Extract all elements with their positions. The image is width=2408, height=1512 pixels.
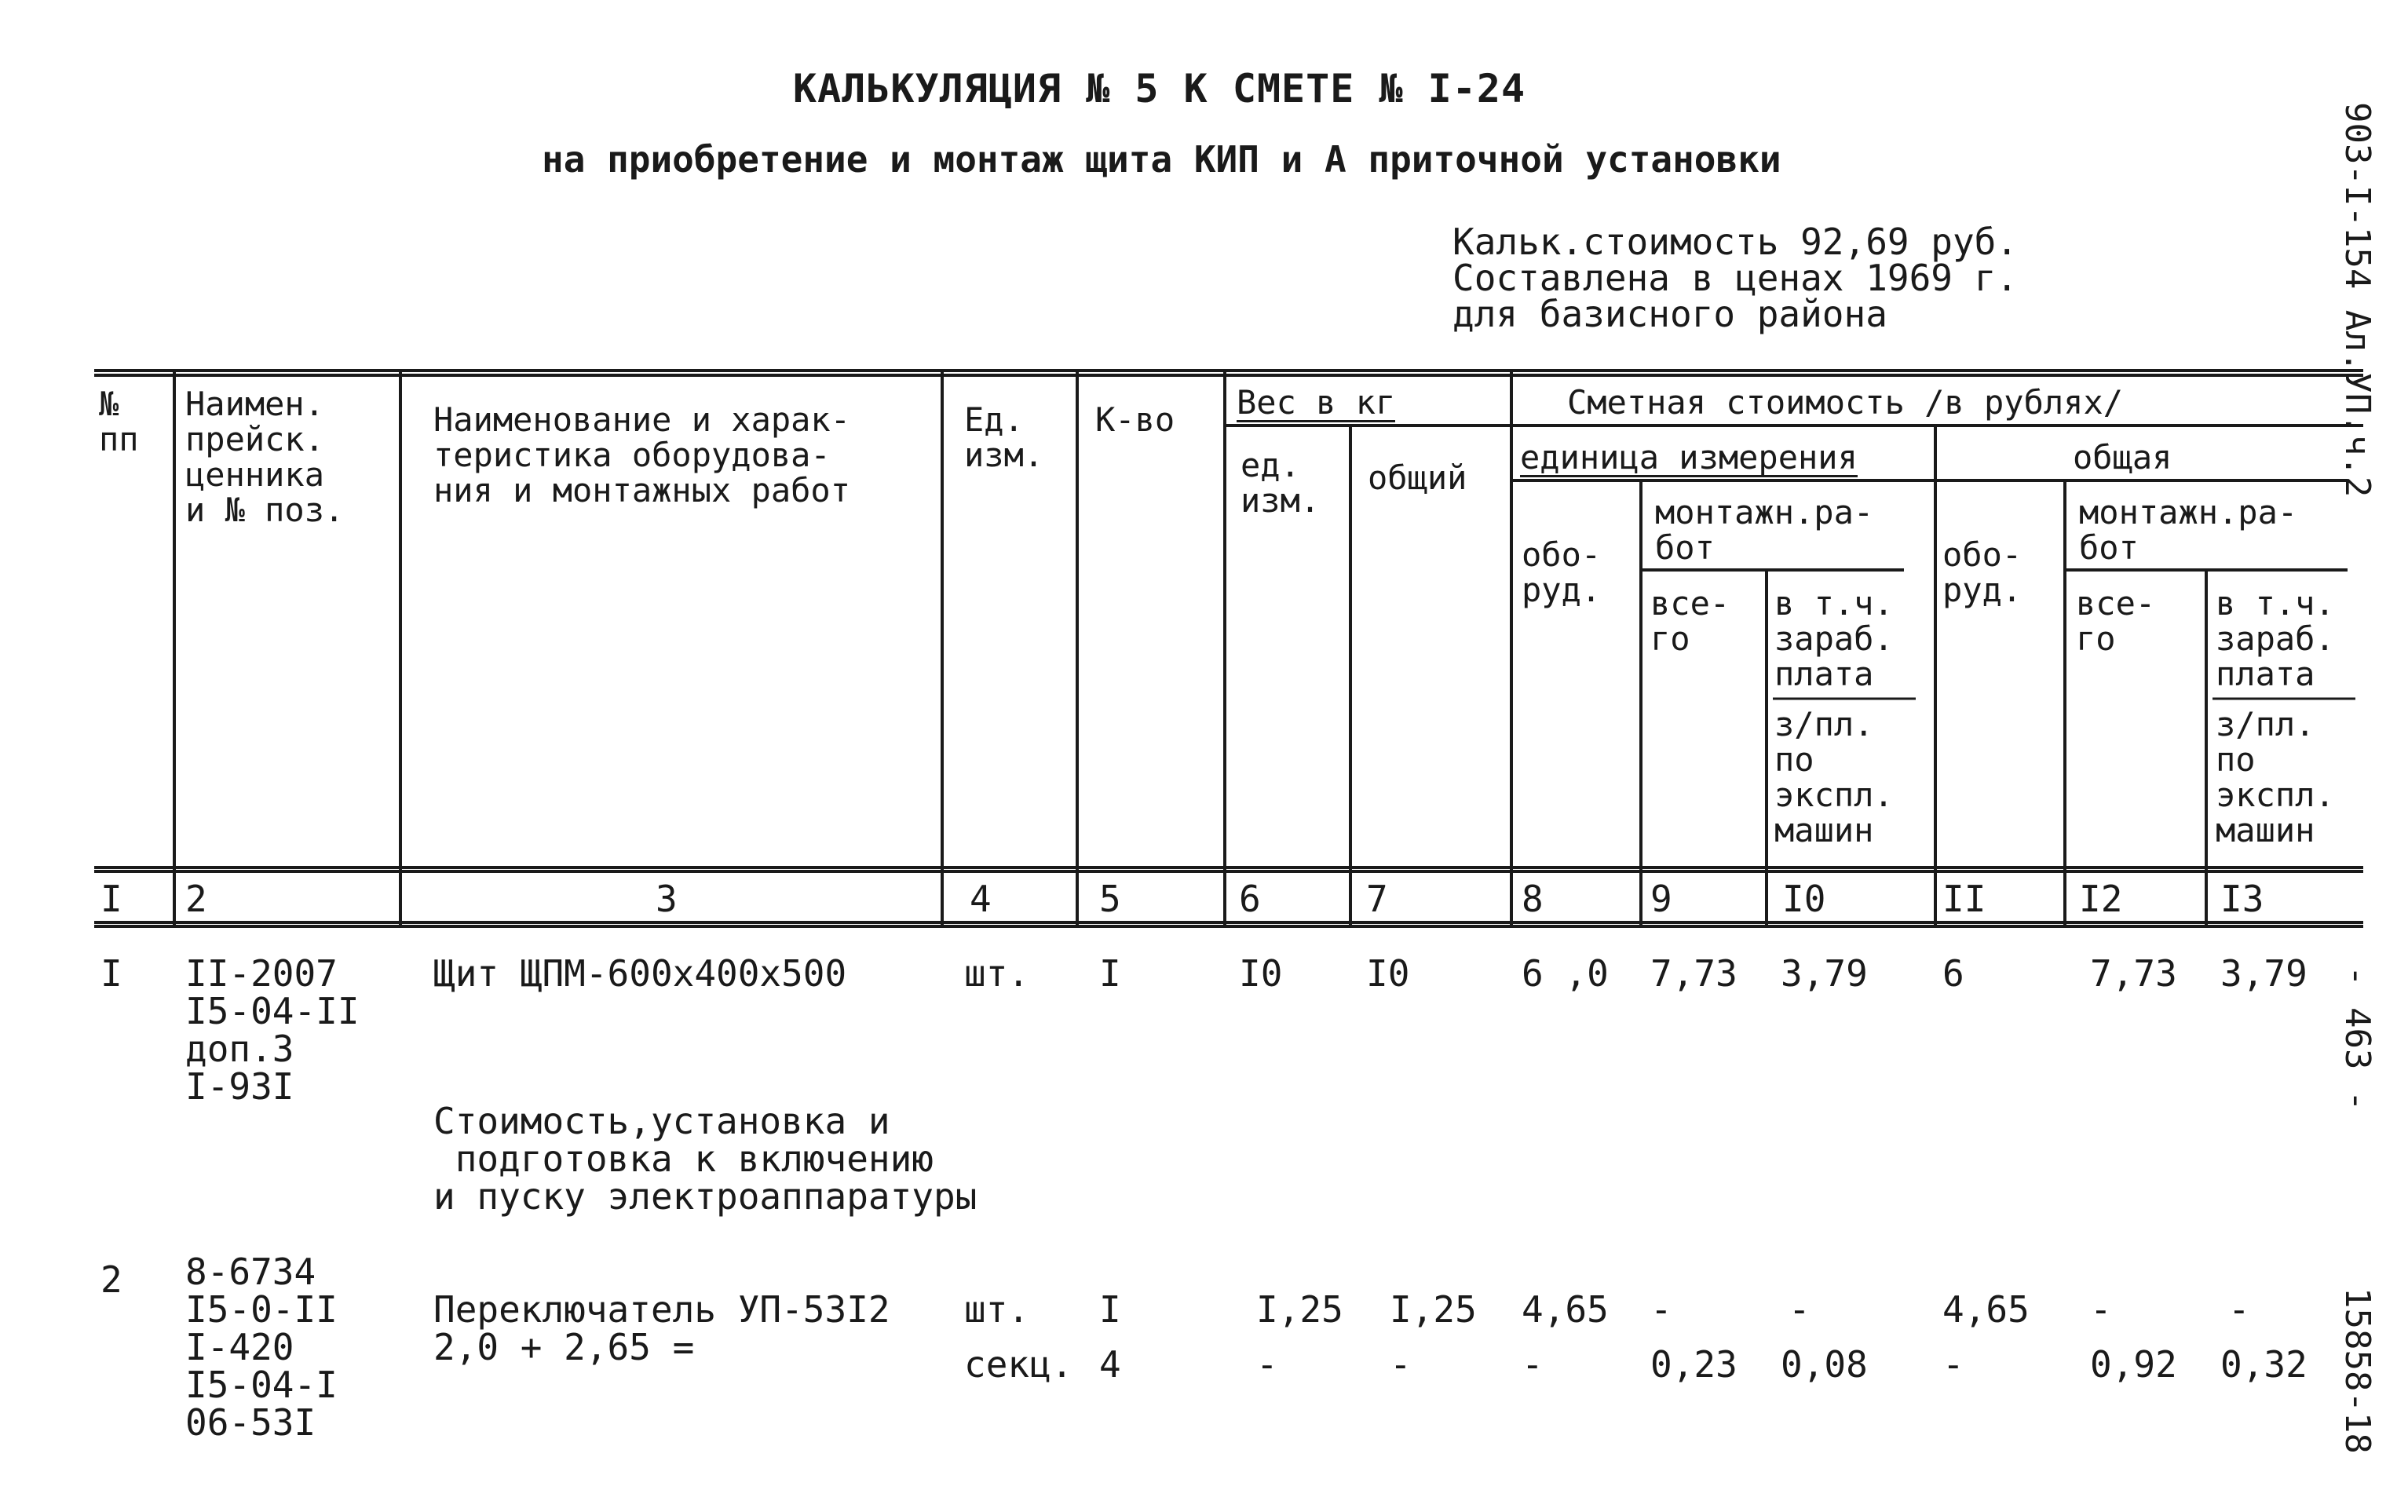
document-subtitle: на приобретение и монтаж щита КИП и А приточной установки bbox=[542, 138, 1781, 181]
header-equipment-unit: обо- руд. bbox=[1522, 535, 1602, 609]
weight-total: - bbox=[1390, 1343, 1412, 1386]
row-number: 2 bbox=[100, 1258, 122, 1301]
column-number: I bbox=[100, 878, 122, 920]
header-name: Наименование и харак- теристика оборудова- ния и монтажных работ bbox=[433, 400, 851, 509]
header-row-number: № пп bbox=[99, 385, 139, 458]
header-weight-total: общий bbox=[1368, 458, 1467, 497]
header-weight: Вес в кг bbox=[1237, 383, 1396, 422]
unit: шт. bbox=[964, 1288, 1030, 1331]
side-reference-top: 903-I-154 Ал.УП.ч.2 bbox=[2337, 102, 2377, 498]
wage-total-cost: 0,32 bbox=[2220, 1343, 2308, 1386]
wage-unit-cost: 0,08 bbox=[1781, 1343, 1868, 1386]
item-name: Переключатель УП-53I2 2,0 + 2,65 = bbox=[433, 1288, 890, 1368]
equipment-total-cost: - bbox=[1942, 1343, 1964, 1386]
equipment-unit-cost: - bbox=[1522, 1343, 1544, 1386]
equipment-unit-cost: 4,65 bbox=[1522, 1288, 1609, 1331]
header-equipment-total: обо- руд. bbox=[1942, 535, 2023, 609]
header-machine-wage-total: з/пл. по экспл. машин bbox=[2216, 705, 2335, 849]
meta-prices: Составлена в ценах 1969 г. bbox=[1452, 257, 2019, 299]
meta-region: для базисного района bbox=[1452, 293, 1887, 335]
header-price-code: Наимен. прейск. ценника и № поз. bbox=[185, 385, 345, 529]
header-unit-group: единица измерения bbox=[1520, 438, 1858, 477]
item-name: Щит ЩПМ-600х400х500 bbox=[433, 952, 847, 995]
unit: секц. bbox=[964, 1343, 1073, 1386]
header-installation-total: монтажн.ра- бот bbox=[2079, 493, 2298, 567]
column-number: I0 bbox=[1782, 878, 1826, 920]
header-weight-unit: ед. изм. bbox=[1241, 446, 1321, 520]
column-number: 8 bbox=[1522, 878, 1544, 920]
quantity: I bbox=[1099, 1288, 1121, 1331]
installation-total-cost: 7,73 bbox=[2090, 952, 2177, 995]
row-number: I bbox=[100, 952, 122, 995]
installation-unit-cost: 0,23 bbox=[1650, 1343, 1737, 1386]
unit: шт. bbox=[964, 952, 1030, 995]
document-title: КАЛЬКУЛЯЦИЯ № 5 К СМЕТЕ № I-24 bbox=[793, 66, 1526, 111]
header-installation-unit: монтажн.ра- бот bbox=[1655, 493, 1874, 567]
column-number: I3 bbox=[2220, 878, 2264, 920]
header-unit: Ед. изм. bbox=[964, 400, 1044, 474]
column-number: II bbox=[1942, 878, 1986, 920]
header-total-total: все- го bbox=[2076, 584, 2156, 658]
equipment-total-cost: 4,65 bbox=[1942, 1288, 2030, 1331]
quantity: I bbox=[1099, 952, 1121, 995]
quantity: 4 bbox=[1099, 1343, 1121, 1386]
side-page-number: - 463 - bbox=[2337, 966, 2377, 1112]
column-number: 2 bbox=[185, 878, 207, 920]
row-note: Стоимость,установка и подготовка к включению и пуску электроаппаратуры bbox=[433, 1100, 977, 1218]
weight-unit: - bbox=[1256, 1343, 1278, 1386]
weight-total: I0 bbox=[1366, 952, 1410, 995]
header-wage-unit: в т.ч. зараб. плата bbox=[1774, 584, 1894, 693]
column-number: 3 bbox=[656, 878, 678, 920]
column-number: 5 bbox=[1099, 878, 1121, 920]
installation-total-cost: 0,92 bbox=[2090, 1343, 2177, 1386]
meta-cost: Кальк.стоимость 92,69 руб. bbox=[1452, 221, 2019, 263]
installation-total-cost: - bbox=[2090, 1288, 2112, 1331]
column-number: 6 bbox=[1239, 878, 1261, 920]
column-number: I2 bbox=[2079, 878, 2123, 920]
installation-unit-cost: - bbox=[1650, 1288, 1672, 1331]
weight-unit: I0 bbox=[1239, 952, 1283, 995]
wage-total-cost: 3,79 bbox=[2220, 952, 2308, 995]
wage-unit-cost: - bbox=[1789, 1288, 1811, 1331]
equipment-total-cost: 6 bbox=[1942, 952, 1964, 995]
header-total-group: общая bbox=[2073, 438, 2172, 477]
weight-total: I,25 bbox=[1390, 1288, 1477, 1331]
header-estimated-cost: Сметная стоимость /в рублях/ bbox=[1567, 383, 2124, 422]
weight-unit: I,25 bbox=[1256, 1288, 1343, 1331]
header-wage-total: в т.ч. зараб. плата bbox=[2216, 584, 2335, 693]
installation-unit-cost: 7,73 bbox=[1650, 952, 1737, 995]
price-code: 8-6734 I5-0-II I-420 I5-04-I 06-53I bbox=[185, 1251, 338, 1444]
header-machine-wage-unit: з/пл. по экспл. машин bbox=[1774, 705, 1894, 849]
wage-total-cost: - bbox=[2228, 1288, 2250, 1331]
side-reference-bottom: 15858-18 bbox=[2337, 1287, 2377, 1454]
price-code: II-2007 I5-04-II доп.3 I-93I bbox=[185, 952, 360, 1108]
header-total-unit: все- го bbox=[1650, 584, 1730, 658]
equipment-unit-cost: 6 ,0 bbox=[1522, 952, 1609, 995]
column-number: 9 bbox=[1650, 878, 1672, 920]
wage-unit-cost: 3,79 bbox=[1781, 952, 1868, 995]
column-number: 7 bbox=[1366, 878, 1388, 920]
header-quantity: К-во bbox=[1095, 400, 1175, 439]
column-number: 4 bbox=[970, 878, 992, 920]
